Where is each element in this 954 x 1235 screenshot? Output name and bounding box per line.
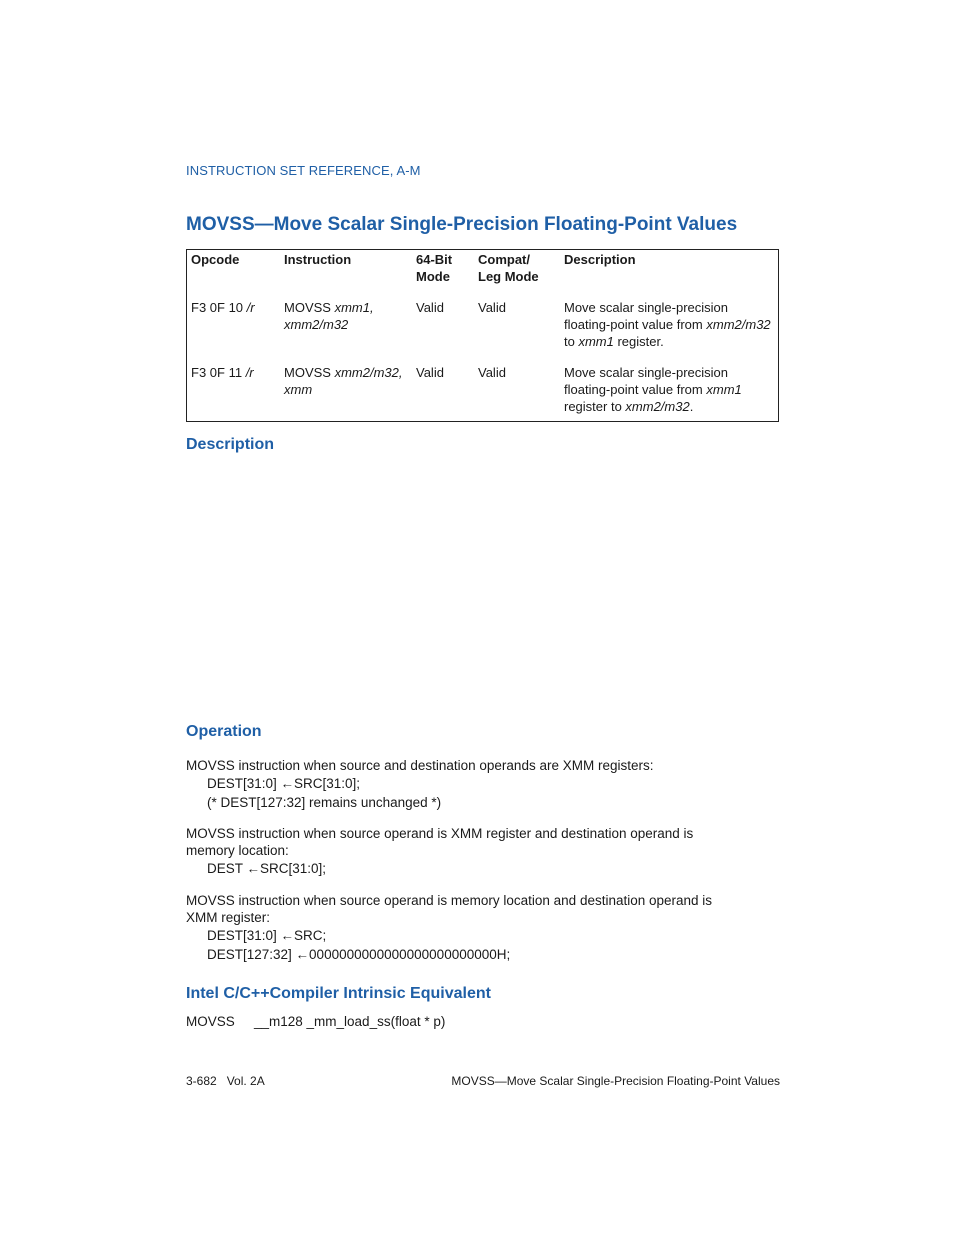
cell-compat-mode: Valid <box>478 365 506 380</box>
opcode-table <box>186 249 779 422</box>
cell-64bit-mode: Valid <box>416 300 444 315</box>
code-line: DEST[31:0] ←SRC; <box>207 928 327 943</box>
operation-intro: MOVSS instruction when source operand is memory location and destination operand is XMM register: <box>186 893 713 925</box>
col-header-compat: Compat/ Leg Mode <box>478 252 539 284</box>
section-heading-description: Description <box>186 436 275 453</box>
operation-block-1 <box>186 757 746 812</box>
code-line: DEST[127:32] ←0000000000000000000000000H; <box>207 947 511 962</box>
code-line: DEST ←SRC[31:0]; <box>207 861 327 876</box>
cell-opcode: F3 0F 11 /r <box>191 365 254 380</box>
cell-opcode: F3 0F 10 /r <box>191 300 255 315</box>
section-heading-intrinsic: Intel C/C++Compiler Intrinsic Equivalent <box>186 985 491 1002</box>
code-line: DEST[31:0] ←SRC[31:0]; <box>207 776 361 791</box>
operation-intro: MOVSS instruction when source and destination operands are XMM registers: <box>186 758 654 773</box>
table-header-row <box>187 250 779 292</box>
table-row <box>187 356 779 422</box>
running-header: INSTRUCTION SET REFERENCE, A-M <box>186 163 421 178</box>
cell-description: Move scalar single-precision floating-point value from xmm2/m32 to xmm1 register. <box>564 300 771 349</box>
operation-block-3 <box>186 892 716 964</box>
footer-page-number: 3-682 Vol. 2A <box>186 1074 265 1088</box>
cell-64bit-mode: Valid <box>416 365 444 380</box>
intrinsic-signature: __m128 _mm_load_ss(float * p) <box>254 1014 446 1029</box>
intrinsic-instruction: MOVSS <box>186 1014 235 1029</box>
col-header-instruction: Instruction <box>284 252 352 267</box>
operation-block-2 <box>186 825 696 878</box>
col-header-description: Description <box>564 252 636 267</box>
cell-description: Move scalar single-precision floating-point value from xmm1 register to xmm2/m32. <box>564 365 742 414</box>
col-header-opcode: Opcode <box>191 252 240 267</box>
cell-instruction: MOVSS xmm1, xmm2/m32 <box>284 300 374 332</box>
col-header-64bit: 64-Bit Mode <box>416 252 453 284</box>
cell-instruction: MOVSS xmm2/m32, xmm <box>284 365 403 397</box>
code-line: (* DEST[127:32] remains unchanged *) <box>207 795 442 810</box>
section-heading-operation: Operation <box>186 723 262 740</box>
page-title: MOVSS—Move Scalar Single-Precision Floating-Point Values <box>186 214 738 235</box>
cell-compat-mode: Valid <box>478 300 506 315</box>
table-row <box>187 291 779 356</box>
intrinsic-line <box>186 1014 445 1029</box>
operation-intro: MOVSS instruction when source operand is XMM register and destination operand is memory location: <box>186 826 694 858</box>
footer-title: MOVSS—Move Scalar Single-Precision Floating-Point Values <box>451 1074 780 1088</box>
